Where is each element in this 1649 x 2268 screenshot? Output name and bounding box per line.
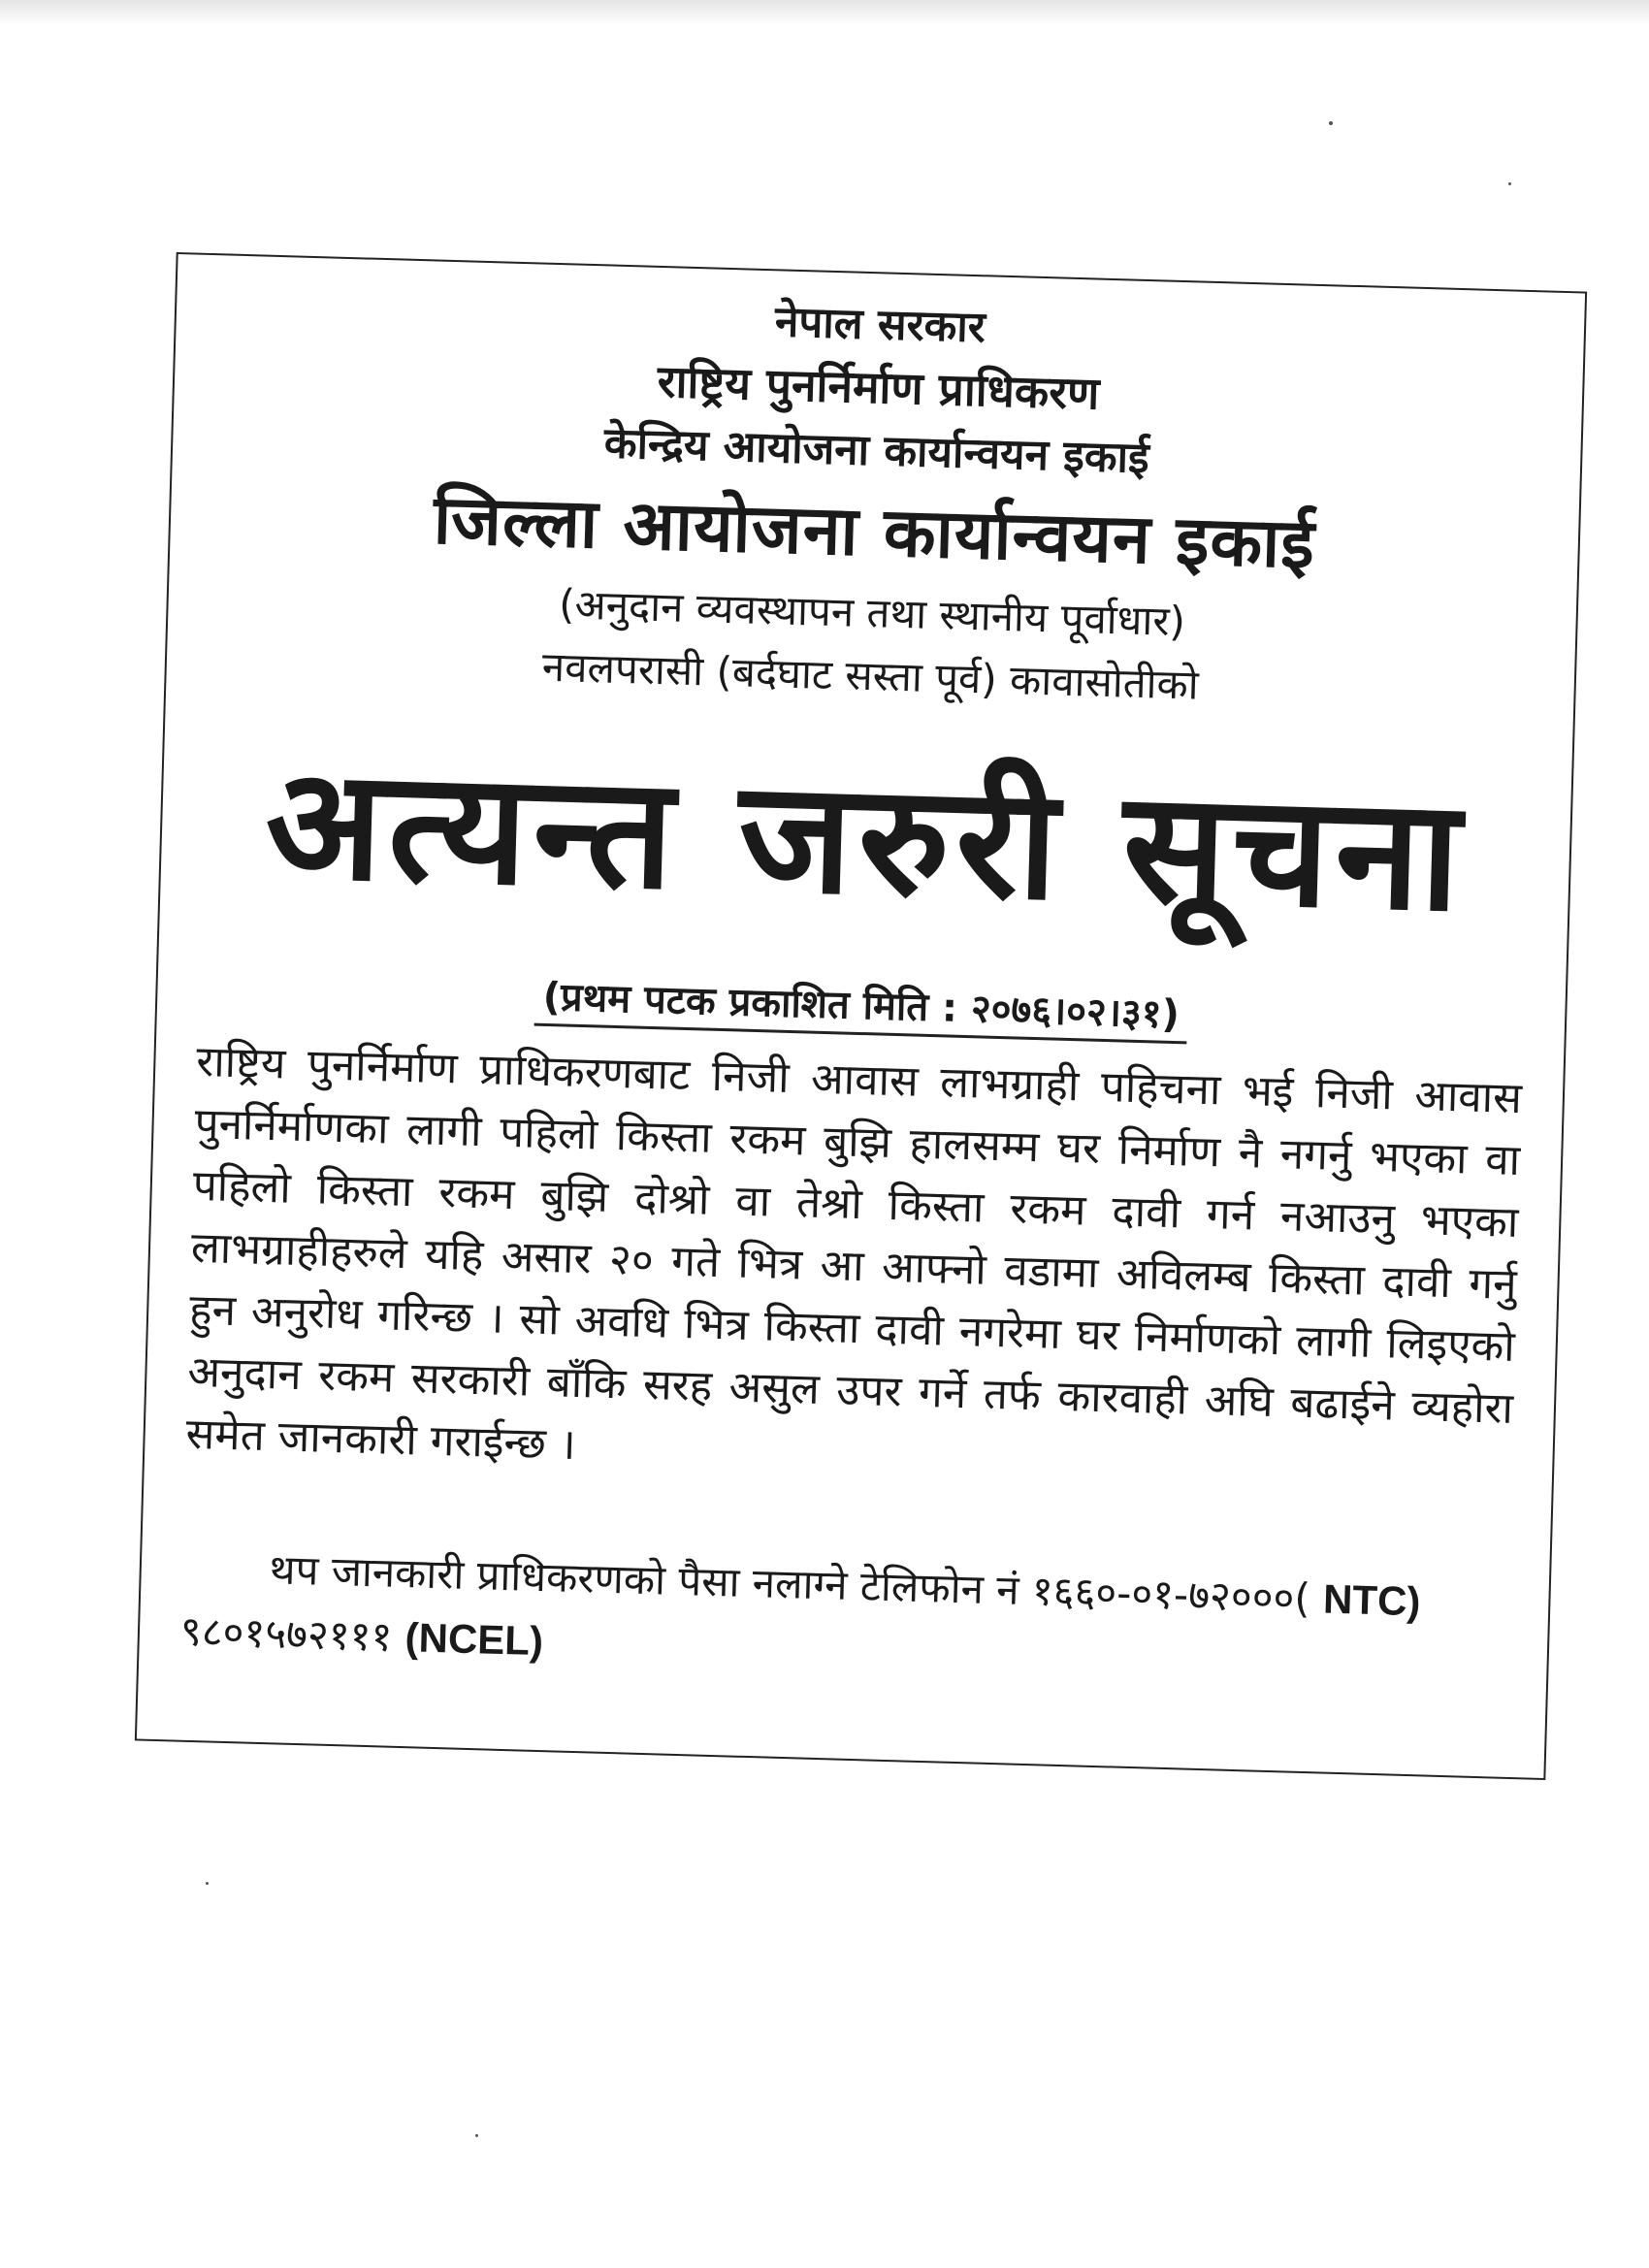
scan-edge-shadow [0,0,1649,25]
contact-number-2: ९८०१५७२१११ [179,1606,394,1661]
notice-headline: अत्यन्त जरुरी सूचना [263,733,1469,947]
authority-name: राष्ट्रिय पुनर्निर्माण प्राधिकरण [657,354,1101,420]
district-unit-title: जिल्ला आयोजना कार्यान्वयन इकाई [432,479,1316,584]
scan-speck [1508,182,1511,185]
central-unit-name: केन्द्रिय आयोजना कार्यान्वयन इकाई [603,418,1150,484]
scan-speck [206,1882,209,1885]
government-name: नेपाल सरकार [774,297,986,353]
contact-info [179,1536,1508,1701]
scan-speck [1329,121,1333,125]
contact-ntc-label: NTC) [1322,1575,1422,1625]
scan-speck [475,2134,478,2137]
office-location: नवलपरासी (बर्दघाट सस्ता पूर्व) कावासोतीको [541,642,1200,709]
notice-body: राष्ट्रिय पुनर्निर्माण प्राधिकरणबाट निजी आवास लाभग्राही पहिचना भई निजी आवास पुनर्निर्माणका लागी पहिलो किस्ता रकम बुझि हालसम्म घर निर्माण नै नगर्नु भएका वा पहिलो किस्ता रकम बुझि दोश्रो वा तेश्रो किस्ता रकम दावी गर्न नआउनु भएका लाभग्राहीहरुले यहि असार २० गते भित्र आ आफ्नो वडामा अविलम्ब किस्ता दावी गर्नु हुन अनुरोध गरिन्छ । सो अवधि भित्र किस्ता दावी नगरेमा घर निर्माणको लागी लिइएको अनुदान रकम सरकारी बाँकि सरह असुल उपर गर्ने तर्फ कारवाही अघि बढाईने व्यहोरा समेत जानकारी गराईन्छ । [184,1036,1523,1470]
unit-subtitle: (अनुदान व्यवस्थापन तथा स्थानीय पूर्वाधार) [558,580,1186,646]
contact-ncel-label: (NCEL) [404,1614,544,1665]
contact-text: थप जानकारी प्राधिकरणको पैसा नलाग्ने टेलिफोन नं १६६०-०१-७२०००( [269,1545,1311,1623]
notice-box [135,252,1587,1780]
publish-date-text: (प्रथम पटक प्रकाशित मिति : २०७६।०२।३१) [534,975,1188,1045]
